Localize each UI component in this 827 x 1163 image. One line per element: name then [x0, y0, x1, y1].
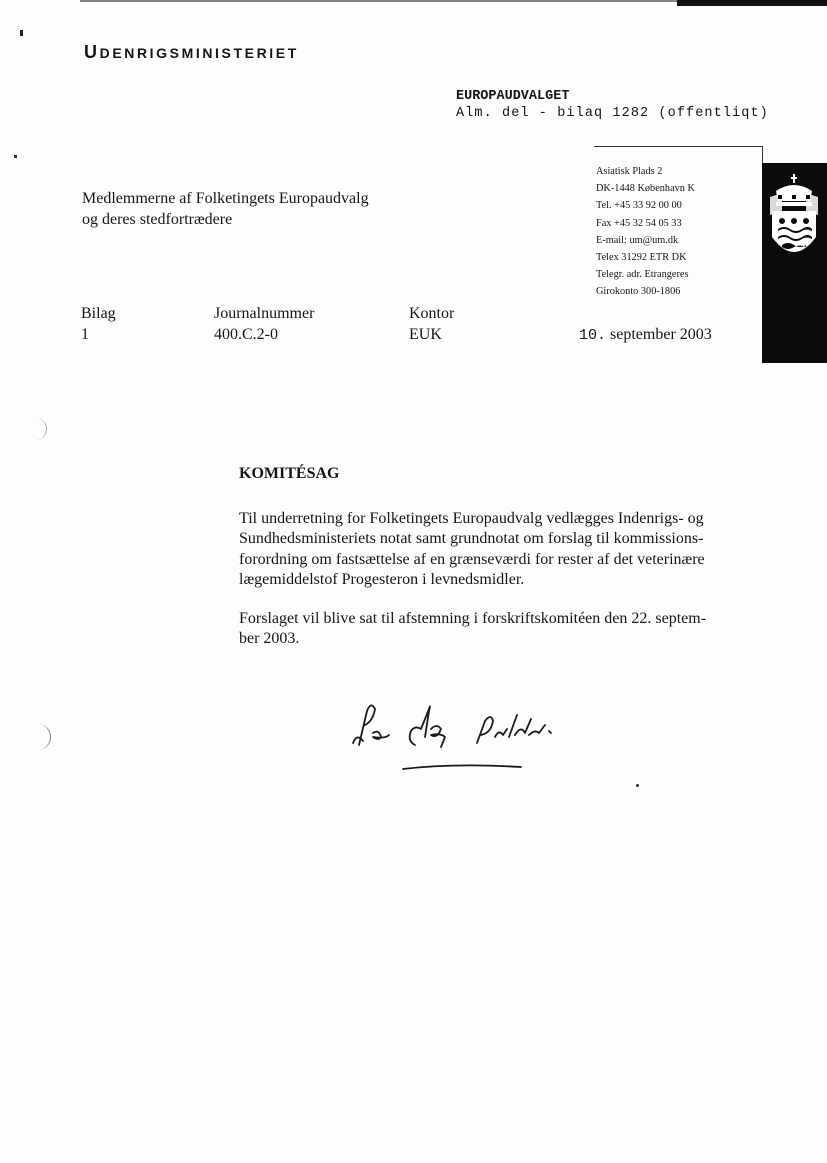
paragraph-line: Sundhedsministeriets notat samt grundnotat om forslag til kommissions-: [239, 530, 704, 548]
recipient-line-1: Medlemmerne af Folketingets Europaudvalg: [82, 190, 369, 207]
ministry-rest: DENRIGSMINISTERIET: [99, 45, 299, 61]
punch-hole-mark: [34, 724, 51, 750]
body-paragraph-2: [239, 609, 759, 650]
date-day: 10.: [579, 327, 607, 344]
ministry-initial: U: [84, 42, 100, 62]
address-line: E-mail: um@um.dk: [596, 234, 679, 246]
bilag-value: 1: [81, 326, 89, 343]
recipient-block: [82, 188, 369, 230]
paragraph-line: forordning om fastsættelse af en grænseværdi for rester af det veterinære: [239, 550, 705, 568]
letter-date: [579, 326, 712, 344]
paragraph-line: lægemiddelstof Progesteron i levnedsmidler.: [239, 570, 525, 588]
address-line: Telex 31292 ETR DK: [596, 252, 687, 264]
journal-value: 400.C.2-0: [214, 326, 278, 343]
paragraph-line: Forslaget vil blive sat til afstemning i forskriftskomitéen den 22. septem-: [239, 610, 707, 627]
committee-stamp: [456, 88, 769, 122]
scan-speck: [20, 30, 23, 36]
scan-speck: [636, 784, 639, 787]
punch-hole-mark: [34, 418, 47, 440]
recipient-line-2: og deres stedfortrædere: [82, 211, 233, 228]
stamp-line-1: EUROPAUDVALGET: [456, 89, 570, 104]
body-paragraph-1: [239, 509, 759, 590]
address-line: Asiatisk Plads 2: [596, 166, 663, 177]
paragraph-line: ber 2003.: [239, 630, 300, 648]
address-line: Telegr. adr. Etrangeres: [596, 269, 689, 281]
handwritten-signature: [345, 685, 585, 775]
journal-label: Journalnummer: [214, 305, 315, 322]
address-line: Tel. +45 33 92 00 00: [596, 200, 682, 212]
sender-address: [596, 163, 695, 301]
subject-heading: KOMITÉSAG: [239, 465, 340, 482]
danish-royal-crest-icon: [762, 171, 827, 271]
stamp-line-2: Alm. del - bilaq 1282 (offentliqt): [456, 106, 769, 121]
bilag-label: Bilag: [81, 305, 116, 322]
address-rule-vertical: [762, 146, 763, 164]
address-line: Fax +45 32 54 05 33: [596, 217, 682, 229]
kontor-value: EUK: [409, 326, 442, 343]
kontor-label: Kontor: [409, 305, 455, 322]
crest-bar: [762, 163, 827, 363]
address-line: Girokonto 300-1806: [596, 286, 681, 298]
ministry-name: [84, 42, 299, 63]
paragraph-line: Til underretning for Folketingets Europaudvalg vedlægges Indenrigs- og: [239, 510, 704, 527]
address-rule: [594, 146, 762, 147]
address-line: DK-1448 København K: [596, 183, 695, 195]
scan-speck: [14, 155, 17, 158]
scan-top-edge-dark: [677, 0, 827, 6]
date-month-year: september 2003: [606, 326, 712, 343]
